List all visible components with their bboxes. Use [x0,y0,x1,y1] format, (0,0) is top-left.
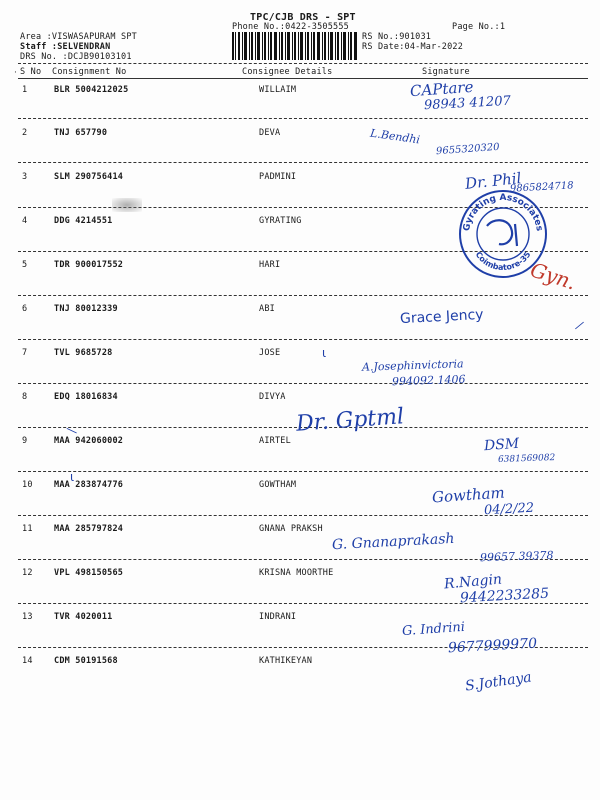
row-sno: 4 [22,216,28,226]
signature-6-name: Grace Jency [399,306,484,328]
row-consignee: PADMINI [259,172,297,182]
row-sno: 8 [22,392,28,402]
column-header-consignment: Consignment No [52,67,127,77]
signature-2-name: L.Bendhi [369,126,421,147]
signature-10-name: Gowtham [431,483,506,507]
row-sno: 6 [22,304,28,314]
signature-12-name: R.Nagin [443,571,503,593]
column-header-signature: Signature [422,67,470,77]
signature-1-phone: 98943 41207 [423,93,512,114]
signature-7-phone: 994092 1406 [391,372,466,389]
signature-2-phone: 9655320320 [435,141,500,158]
company-stamp [457,188,549,280]
row-consignment: TVR 4020011 [54,612,113,622]
row-consignee: AIRTEL [259,436,291,446]
row-consignment: DDG 4214551 [54,216,113,226]
row-consignment: TVL 9685728 [54,348,113,358]
phone-number: Phone No.:0422-3505555 [232,22,349,32]
signature-3-phone: 9865824718 [509,180,574,195]
row-consignee: HARI [259,260,281,270]
row-consignment: BLR 5004212025 [54,85,129,95]
row-consignee: DEVA [259,128,281,138]
row-sno: 7 [22,348,28,358]
signature-1-name: CAPtare [409,77,474,101]
row-consignment: TNJ 80012339 [54,304,118,314]
stray-pen-mark: ι [322,346,327,360]
row-sno: 14 [22,656,33,666]
column-header-divider [18,78,588,79]
row-consignee: GNANA PRAKSH [259,524,323,534]
column-header-sno: S No [20,67,42,77]
svg-text:Coimbatore-35 [474,250,533,272]
signature-10-date: 04/2/22 [483,500,535,519]
row-sno: 11 [22,524,33,534]
staff-label: Staff :SELVENDRAN [20,42,111,52]
row-consignee: ABI [259,304,275,314]
row-consignment: EDQ 18016834 [54,392,118,402]
row-sno: 3 [22,172,28,182]
row-consignment: VPL 498150565 [54,568,124,578]
row-sno: 2 [22,128,28,138]
signature-9-phone: 6381569082 [497,453,556,465]
row-consignee: WILLAIM [259,85,297,95]
signature-9-name: DSM [483,435,520,455]
signature-11-phone: 99657 39378 [479,548,554,565]
row-consignee: KATHIKEYAN [259,656,313,666]
signature-3-name: Dr. Phil [464,169,523,193]
row-consignee: GYRATING [259,216,302,226]
row-consignee: INDRANI [259,612,297,622]
page-number: Page No.:1 [452,22,506,32]
signature-13-phone: 9677999970 [447,635,538,657]
column-header-consignee: Consignee Details [242,67,333,77]
row-consignment: SLM 290756414 [54,172,124,182]
svg-text:Gyrating Associates [462,193,544,232]
rs-number: RS No.:901031 [362,32,432,42]
stamp-top-text: Gyrating Associates [462,192,544,232]
row-divider [18,162,588,163]
row-consignment: TNJ 657790 [54,128,108,138]
row-consignment: CDM 50191568 [54,656,118,666]
header-divider [18,63,588,64]
area-label: Area :VISWASAPURAM SPT [20,32,137,42]
row-sno: 5 [22,260,28,270]
row-divider [18,339,588,340]
signature-8-name: Dr. Gptml [295,404,405,437]
row-divider [18,118,588,119]
row-sno: 13 [22,612,33,622]
row-sno: 9 [22,436,28,446]
stray-pen-mark: · [14,68,17,78]
stray-pen-mark: — [63,421,81,439]
signature-7-name: A.Josephinvictoria [361,357,464,374]
signature-12-phone: 9442233285 [459,585,550,607]
barcode-image [232,32,357,60]
row-consignee: DIVYA [259,392,286,402]
rs-date: RS Date:04-Mar-2022 [362,42,464,52]
signature-13-name: G. Indrini [401,619,466,640]
signature-14-name: S.Jothaya [464,669,533,695]
row-consignment: MAA 283874776 [54,480,124,490]
row-consignment: MAA 942060002 [54,436,124,446]
row-consignee: JOSE [259,348,281,358]
row-consignment: MAA 285797824 [54,524,124,534]
ink-smudge [112,198,142,212]
drs-number: DRS No. :DCJB90103101 [20,52,132,62]
row-sno: 1 [22,85,28,95]
row-sno: 12 [22,568,33,578]
stamp-bottom-text: Coimbatore-35 [473,250,533,273]
row-consignment: TDR 900017552 [54,260,124,270]
row-consignee: KRISNA MOORTHE [259,568,334,578]
signature-11-name: G. Gnanaprakash [331,530,455,554]
stray-pen-mark: ɩ [70,470,75,484]
row-consignee: GOWTHAM [259,480,297,490]
row-divider [18,383,588,384]
row-divider [18,295,588,296]
signature-5-name: Gyn. [527,257,580,295]
stray-pen-mark: — [569,315,589,335]
row-divider [18,471,588,472]
row-sno: 10 [22,480,33,490]
document-title: TPC/CJB DRS - SPT [250,12,356,23]
